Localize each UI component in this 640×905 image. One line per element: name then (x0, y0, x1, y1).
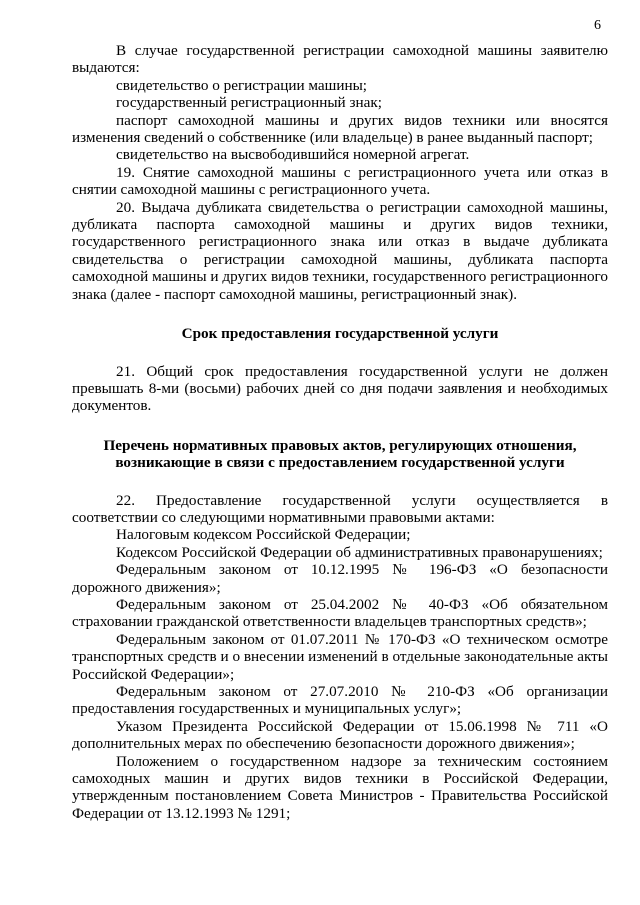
section-title-acts-line1: Перечень нормативных правовых актов, регулирующих отношения, (103, 436, 577, 454)
legal-act-item: Федеральным законом от 01.07.2011 № 170-ФЗ «О техническом осмотре транспортных средств и о внесении изменений в отдельные законодательные акты Российской Федерации»; (72, 630, 608, 683)
paragraph-21: 21. Общий срок предоставления государственной услуги не должен превышать 8-ми (восьми) рабочих дней со дня подачи заявления и необходимых документов. (72, 362, 608, 415)
section-title-acts (72, 437, 608, 472)
legal-act-item: Кодексом Российской Федерации об административных правонарушениях; (116, 543, 603, 561)
legal-act-item: Налоговым кодексом Российской Федерации; (116, 526, 411, 544)
legal-act-item: Федеральным законом от 27.07.2010 № 210-ФЗ «Об организации предоставления государственных и муниципальных услуг»; (72, 683, 608, 718)
legal-act-item: Положением о государственном надзоре за техническим состоянием самоходных машин и других видов техники в Российской Федерации, утвержденным постановлением Совета Министров - Правительства Российской Федерации от 13.12.1993 № 1291; (72, 752, 608, 822)
paragraph-20: 20. Выдача дубликата свидетельства о регистрации самоходной машины, дубликата паспорта самоходной машины и других видов техники, государственного регистрационного знака или отказ в выдаче дубликата свидетельства о регистрации самоходной машины, дубликата паспорта самоходной машины и других видов техники, государственного регистрационного знака (далее - паспорт самоходной машины, регистрационный знак). (72, 198, 608, 303)
document-body (72, 42, 608, 822)
paragraph-22: 22. Предоставление государственной услуги осуществляется в соответствии со следующими нормативными правовыми актами: (72, 491, 608, 526)
intro-item: свидетельство о регистрации машины; (116, 76, 368, 94)
intro-item: паспорт самоходной машины и других видов техники или вносятся изменения сведений о собственнике (или владельце) в ранее выданный паспорт; (72, 111, 608, 147)
page-number: 6 (594, 18, 601, 33)
legal-act-item: Федеральным законом от 10.12.1995 № 196-ФЗ «О безопасности дорожного движения»; (72, 561, 608, 596)
intro-item: свидетельство на высвободившийся номерной агрегат. (116, 146, 470, 164)
legal-act-item: Указом Президента Российской Федерации от 15.06.1998 № 711 «О дополнительных мерах по обеспечению безопасности дорожного движения»; (72, 717, 608, 753)
intro-lead: В случае государственной регистрации самоходной машины заявителю выдаются: (72, 42, 608, 77)
legal-act-item: Федеральным законом от 25.04.2002 № 40-ФЗ «Об обязательном страховании гражданской ответственности владельцев транспортных средств»; (72, 595, 608, 631)
paragraph-19: 19. Снятие самоходной машины с регистрационного учета или отказ в снятии самоходной машины с регистрационного учета. (72, 163, 608, 199)
section-title-acts-line2: возникающие в связи с предоставлением государственной услуги (115, 454, 565, 472)
intro-item: государственный регистрационный знак; (116, 94, 382, 112)
section-title-term: Срок предоставления государственной услуги (181, 325, 499, 343)
